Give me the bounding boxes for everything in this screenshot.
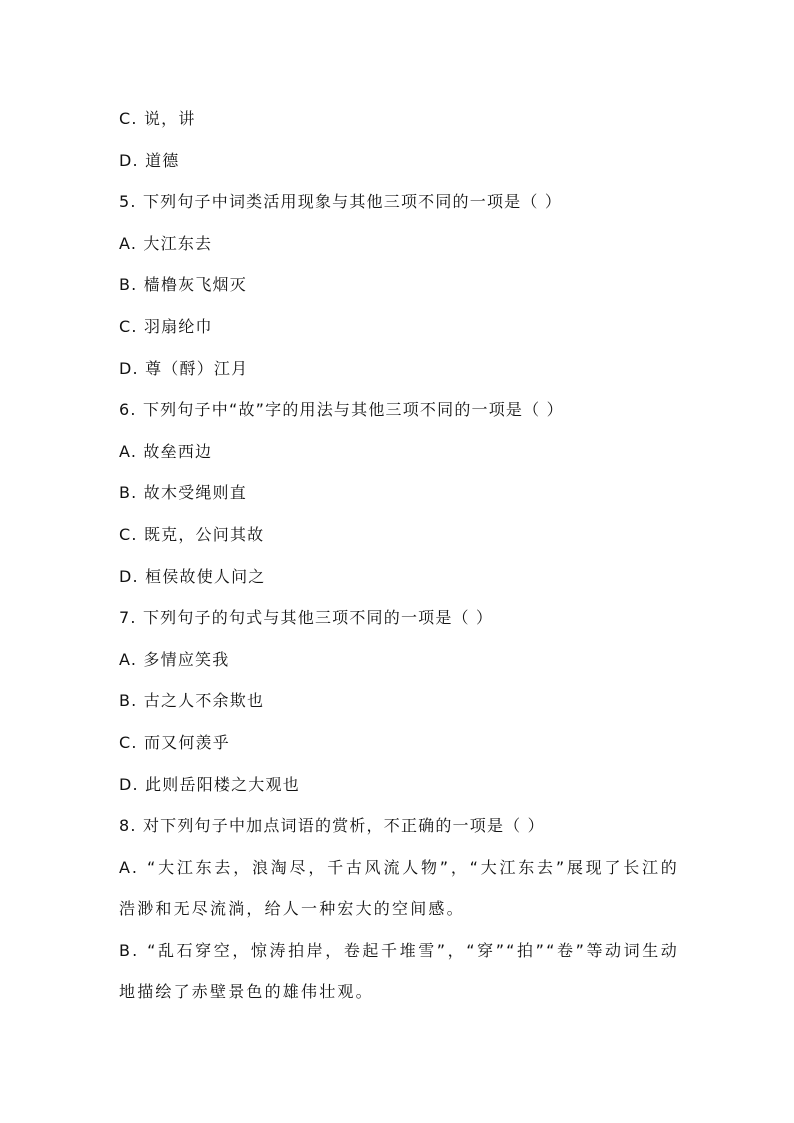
document-body [119,98,679,1013]
question-8: 8. 对下列句子中加点词语的赏析，不正确的一项是（ ） [119,816,545,836]
q6-option-d: D. 桓侯故使人问之 [119,566,266,586]
q6-option-a: A. 故垒西边 [119,441,213,461]
q6-option-b: B. 故木受绳则直 [119,483,247,503]
question-7: 7. 下列句子的句式与其他三项不同的一项是（ ） [119,608,494,628]
q7-option-c: C. 而又何羡乎 [119,732,230,752]
q5-option-c: C. 羽扇纶巾 [119,316,213,336]
q8-option-b: B. “乱石穿空，惊涛拍岸，卷起千堆雪”，“穿”“拍”“卷”等动词生动地描绘了赤壁景色的雄伟壮观。 [119,940,679,1002]
q4-option-d: D. 道德 [119,150,180,170]
q5-option-b: B. 樯橹灰飞烟灭 [119,275,247,295]
q6-option-c: C. 既克，公问其故 [119,524,265,544]
question-5: 5. 下列句子中词类活用现象与其他三项不同的一项是（ ） [119,192,563,212]
q5-option-d: D. 尊（酹）江月 [119,358,249,378]
q7-option-b: B. 古之人不余欺也 [119,691,265,711]
q7-option-a: A. 多情应笑我 [119,649,230,669]
q8-option-a: A. “大江东去，浪淘尽，千古风流人物”，“大江东去”展现了长江的浩渺和无尽流淌，给人一种宏大的空间感。 [119,857,679,919]
q5-option-a: A. 大江东去 [119,233,213,253]
question-6: 6. 下列句子中“故”字的用法与其他三项不同的一项是（ ） [119,400,564,420]
q4-option-c: C. 说，讲 [119,109,196,128]
q7-option-d: D. 此则岳阳楼之大观也 [119,774,300,794]
